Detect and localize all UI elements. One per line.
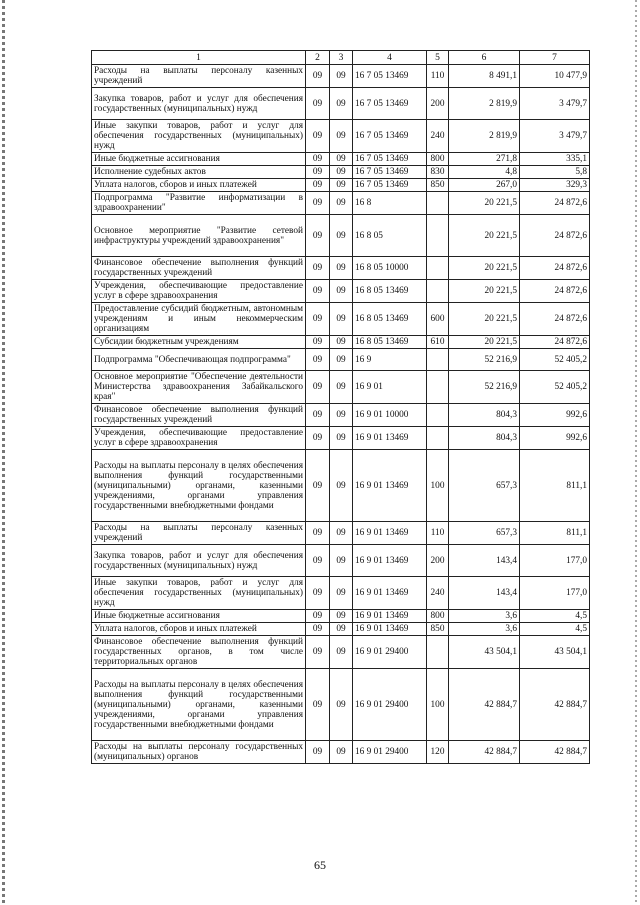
section-code: 09 — [306, 303, 330, 336]
amount-year-2: 811,1 — [520, 450, 590, 522]
header-cell: 5 — [427, 51, 449, 65]
amount-year-1: 20 221,5 — [449, 280, 520, 303]
target-article-code: 16 9 01 — [353, 371, 427, 404]
target-article-code: 16 7 05 13469 — [353, 88, 427, 120]
row-name: Расходы на выплаты персоналу казенных учреждений — [92, 522, 306, 545]
amount-year-2: 5,8 — [520, 166, 590, 179]
table-row — [92, 610, 590, 623]
table-row — [92, 280, 590, 303]
amount-year-1: 20 221,5 — [449, 192, 520, 215]
expense-type-code: 200 — [427, 545, 449, 577]
amount-year-1: 42 884,7 — [449, 669, 520, 741]
target-article-code: 16 7 05 13469 — [353, 120, 427, 153]
section-code: 09 — [306, 741, 330, 764]
header-cell: 1 — [92, 51, 306, 65]
row-name: Субсидии бюджетным учреждениям — [92, 336, 306, 349]
table-row — [92, 623, 590, 636]
expense-type-code — [427, 192, 449, 215]
expense-type-code: 600 — [427, 303, 449, 336]
subsection-code: 09 — [330, 280, 353, 303]
amount-year-1: 52 216,9 — [449, 371, 520, 404]
amount-year-2: 4,5 — [520, 623, 590, 636]
amount-year-1: 43 504,1 — [449, 636, 520, 669]
amount-year-2: 3 479,7 — [520, 120, 590, 153]
amount-year-2: 329,3 — [520, 179, 590, 192]
amount-year-2: 177,0 — [520, 577, 590, 610]
row-name: Основное мероприятие "Развитие сетевой инфраструктуры учреждений здравоохранения" — [92, 215, 306, 257]
expense-type-code: 800 — [427, 610, 449, 623]
section-code: 09 — [306, 349, 330, 371]
expense-type-code — [427, 349, 449, 371]
expense-type-code: 240 — [427, 120, 449, 153]
table-row — [92, 349, 590, 371]
amount-year-1: 267,0 — [449, 179, 520, 192]
section-code: 09 — [306, 65, 330, 88]
row-name: Учреждения, обеспечивающие предоставление услуг в сфере здравоохранения — [92, 280, 306, 303]
row-name: Закупка товаров, работ и услуг для обеспечения государственных (муниципальных) нужд — [92, 88, 306, 120]
header-cell: 6 — [449, 51, 520, 65]
expense-type-code: 200 — [427, 88, 449, 120]
row-name: Финансовое обеспечение выполнения функций государственных учреждений — [92, 257, 306, 280]
amount-year-2: 24 872,6 — [520, 280, 590, 303]
section-code: 09 — [306, 522, 330, 545]
section-code: 09 — [306, 88, 330, 120]
row-name: Исполнение судебных актов — [92, 166, 306, 179]
table-row — [92, 179, 590, 192]
table-row — [92, 303, 590, 336]
table-row — [92, 88, 590, 120]
table-row — [92, 166, 590, 179]
target-article-code: 16 9 01 13469 — [353, 577, 427, 610]
table-row — [92, 153, 590, 166]
target-article-code: 16 9 01 13469 — [353, 623, 427, 636]
table-row — [92, 120, 590, 153]
target-article-code: 16 8 05 — [353, 215, 427, 257]
target-article-code: 16 9 01 13469 — [353, 610, 427, 623]
header-row — [92, 51, 590, 65]
page-number: 65 — [314, 858, 326, 872]
section-code: 09 — [306, 179, 330, 192]
row-name: Финансовое обеспечение выполнения функций государственных учреждений — [92, 404, 306, 427]
target-article-code: 16 7 05 13469 — [353, 166, 427, 179]
amount-year-2: 10 477,9 — [520, 65, 590, 88]
section-code: 09 — [306, 623, 330, 636]
amount-year-2: 24 872,6 — [520, 303, 590, 336]
amount-year-1: 4,8 — [449, 166, 520, 179]
table-row — [92, 257, 590, 280]
subsection-code: 09 — [330, 166, 353, 179]
subsection-code: 09 — [330, 741, 353, 764]
section-code: 09 — [306, 427, 330, 450]
row-name: Подпрограмма "Обеспечивающая подпрограмма" — [92, 349, 306, 371]
header-cell: 3 — [330, 51, 353, 65]
amount-year-1: 52 216,9 — [449, 349, 520, 371]
amount-year-1: 2 819,9 — [449, 88, 520, 120]
row-name: Иные бюджетные ассигнования — [92, 153, 306, 166]
amount-year-2: 24 872,6 — [520, 192, 590, 215]
section-code: 09 — [306, 280, 330, 303]
expense-type-code: 850 — [427, 179, 449, 192]
amount-year-2: 177,0 — [520, 545, 590, 577]
expense-type-code: 830 — [427, 166, 449, 179]
section-code: 09 — [306, 257, 330, 280]
target-article-code: 16 8 05 13469 — [353, 336, 427, 349]
target-article-code: 16 7 05 13469 — [353, 153, 427, 166]
target-article-code: 16 9 01 29400 — [353, 741, 427, 764]
section-code: 09 — [306, 215, 330, 257]
amount-year-1: 271,8 — [449, 153, 520, 166]
subsection-code: 09 — [330, 336, 353, 349]
amount-year-2: 42 884,7 — [520, 669, 590, 741]
subsection-code: 09 — [330, 257, 353, 280]
amount-year-1: 804,3 — [449, 404, 520, 427]
row-name: Закупка товаров, работ и услуг для обеспечения государственных (муниципальных) нужд — [92, 545, 306, 577]
subsection-code: 09 — [330, 371, 353, 404]
amount-year-2: 335,1 — [520, 153, 590, 166]
budget-table-body — [92, 51, 590, 764]
subsection-code: 09 — [330, 192, 353, 215]
subsection-code: 09 — [330, 153, 353, 166]
table-row — [92, 215, 590, 257]
budget-table — [91, 50, 590, 764]
section-code: 09 — [306, 404, 330, 427]
target-article-code: 16 9 01 10000 — [353, 404, 427, 427]
subsection-code: 09 — [330, 669, 353, 741]
subsection-code: 09 — [330, 120, 353, 153]
section-code: 09 — [306, 450, 330, 522]
target-article-code: 16 8 05 13469 — [353, 303, 427, 336]
target-article-code: 16 7 05 13469 — [353, 65, 427, 88]
section-code: 09 — [306, 545, 330, 577]
subsection-code: 09 — [330, 427, 353, 450]
table-row — [92, 65, 590, 88]
amount-year-2: 42 884,7 — [520, 741, 590, 764]
target-article-code: 16 9 01 13469 — [353, 427, 427, 450]
target-article-code: 16 9 — [353, 349, 427, 371]
subsection-code: 09 — [330, 179, 353, 192]
subsection-code: 09 — [330, 522, 353, 545]
amount-year-1: 20 221,5 — [449, 215, 520, 257]
amount-year-2: 992,6 — [520, 404, 590, 427]
amount-year-1: 42 884,7 — [449, 741, 520, 764]
table-row — [92, 669, 590, 741]
table-row — [92, 336, 590, 349]
amount-year-1: 143,4 — [449, 577, 520, 610]
expense-type-code — [427, 427, 449, 450]
subsection-code: 09 — [330, 65, 353, 88]
expense-type-code: 110 — [427, 522, 449, 545]
amount-year-2: 43 504,1 — [520, 636, 590, 669]
row-name: Финансовое обеспечение выполнения функций государственных органов, в том числе территориальных органов — [92, 636, 306, 669]
section-code: 09 — [306, 120, 330, 153]
table-row — [92, 371, 590, 404]
amount-year-2: 4,5 — [520, 610, 590, 623]
amount-year-2: 811,1 — [520, 522, 590, 545]
row-name: Уплата налогов, сборов и иных платежей — [92, 623, 306, 636]
target-article-code: 16 8 05 10000 — [353, 257, 427, 280]
header-cell: 2 — [306, 51, 330, 65]
expense-type-code — [427, 404, 449, 427]
amount-year-1: 20 221,5 — [449, 303, 520, 336]
row-name: Иные закупки товаров, работ и услуг для обеспечения государственных (муниципальных) нужд — [92, 577, 306, 610]
section-code: 09 — [306, 166, 330, 179]
expense-type-code — [427, 257, 449, 280]
target-article-code: 16 9 01 13469 — [353, 545, 427, 577]
subsection-code: 09 — [330, 623, 353, 636]
amount-year-1: 657,3 — [449, 522, 520, 545]
expense-type-code — [427, 371, 449, 404]
expense-type-code: 100 — [427, 450, 449, 522]
table-row — [92, 636, 590, 669]
amount-year-1: 20 221,5 — [449, 336, 520, 349]
target-article-code: 16 9 01 13469 — [353, 522, 427, 545]
subsection-code: 09 — [330, 450, 353, 522]
subsection-code: 09 — [330, 610, 353, 623]
expense-type-code: 110 — [427, 65, 449, 88]
target-article-code: 16 7 05 13469 — [353, 179, 427, 192]
amount-year-2: 52 405,2 — [520, 349, 590, 371]
expense-type-code — [427, 215, 449, 257]
subsection-code: 09 — [330, 545, 353, 577]
expense-type-code: 800 — [427, 153, 449, 166]
subsection-code: 09 — [330, 88, 353, 120]
amount-year-2: 52 405,2 — [520, 371, 590, 404]
section-code: 09 — [306, 371, 330, 404]
subsection-code: 09 — [330, 215, 353, 257]
amount-year-2: 992,6 — [520, 427, 590, 450]
section-code: 09 — [306, 153, 330, 166]
subsection-code: 09 — [330, 349, 353, 371]
header-cell: 4 — [353, 51, 427, 65]
target-article-code: 16 9 01 29400 — [353, 669, 427, 741]
expense-type-code — [427, 280, 449, 303]
table-row — [92, 450, 590, 522]
row-name: Подпрограмма "Развитие информатизации в здравоохранении" — [92, 192, 306, 215]
expense-type-code — [427, 636, 449, 669]
row-name: Иные закупки товаров, работ и услуг для обеспечения государственных (муниципальных) нужд — [92, 120, 306, 153]
amount-year-1: 804,3 — [449, 427, 520, 450]
table-row — [92, 192, 590, 215]
row-name: Учреждения, обеспечивающие предоставление услуг в сфере здравоохранения — [92, 427, 306, 450]
row-name: Расходы на выплаты персоналу в целях обеспечения выполнения функций государственными (муниципальными) органами, казенными учреждениями, органами управления государственными внебюджетными фондами — [92, 450, 306, 522]
amount-year-1: 657,3 — [449, 450, 520, 522]
row-name: Расходы на выплаты персоналу государственных (муниципальных) органов — [92, 741, 306, 764]
header-cell: 7 — [520, 51, 590, 65]
expense-type-code: 100 — [427, 669, 449, 741]
table-row — [92, 427, 590, 450]
amount-year-1: 3,6 — [449, 610, 520, 623]
table-row — [92, 404, 590, 427]
row-name: Основное мероприятие "Обеспечение деятельности Министерства здравоохранения Забайкальского края" — [92, 371, 306, 404]
amount-year-1: 20 221,5 — [449, 257, 520, 280]
section-code: 09 — [306, 192, 330, 215]
section-code: 09 — [306, 577, 330, 610]
subsection-code: 09 — [330, 577, 353, 610]
amount-year-2: 24 872,6 — [520, 336, 590, 349]
table-row — [92, 545, 590, 577]
table-row — [92, 741, 590, 764]
amount-year-1: 2 819,9 — [449, 120, 520, 153]
amount-year-1: 3,6 — [449, 623, 520, 636]
section-code: 09 — [306, 336, 330, 349]
amount-year-2: 24 872,6 — [520, 215, 590, 257]
scan-edge-left — [2, 0, 5, 905]
expense-type-code: 120 — [427, 741, 449, 764]
amount-year-1: 8 491,1 — [449, 65, 520, 88]
subsection-code: 09 — [330, 404, 353, 427]
expense-type-code: 240 — [427, 577, 449, 610]
scan-edge-right — [635, 0, 637, 905]
section-code: 09 — [306, 669, 330, 741]
row-name: Иные бюджетные ассигнования — [92, 610, 306, 623]
subsection-code: 09 — [330, 636, 353, 669]
expense-type-code: 610 — [427, 336, 449, 349]
target-article-code: 16 9 01 29400 — [353, 636, 427, 669]
row-name: Расходы на выплаты персоналу казенных учреждений — [92, 65, 306, 88]
expense-type-code: 850 — [427, 623, 449, 636]
subsection-code: 09 — [330, 303, 353, 336]
target-article-code: 16 8 05 13469 — [353, 280, 427, 303]
table-row — [92, 522, 590, 545]
target-article-code: 16 9 01 13469 — [353, 450, 427, 522]
section-code: 09 — [306, 610, 330, 623]
amount-year-2: 24 872,6 — [520, 257, 590, 280]
amount-year-1: 143,4 — [449, 545, 520, 577]
row-name: Расходы на выплаты персоналу в целях обеспечения выполнения функций государственными (муниципальными) органами, казенными учреждениями, органами управления государственными внебюджетными фондами — [92, 669, 306, 741]
row-name: Уплата налогов, сборов и иных платежей — [92, 179, 306, 192]
target-article-code: 16 8 — [353, 192, 427, 215]
row-name: Предоставление субсидий бюджетным, автономным учреждениям и иным некоммерческим организациям — [92, 303, 306, 336]
table-row — [92, 577, 590, 610]
section-code: 09 — [306, 636, 330, 669]
amount-year-2: 3 479,7 — [520, 88, 590, 120]
